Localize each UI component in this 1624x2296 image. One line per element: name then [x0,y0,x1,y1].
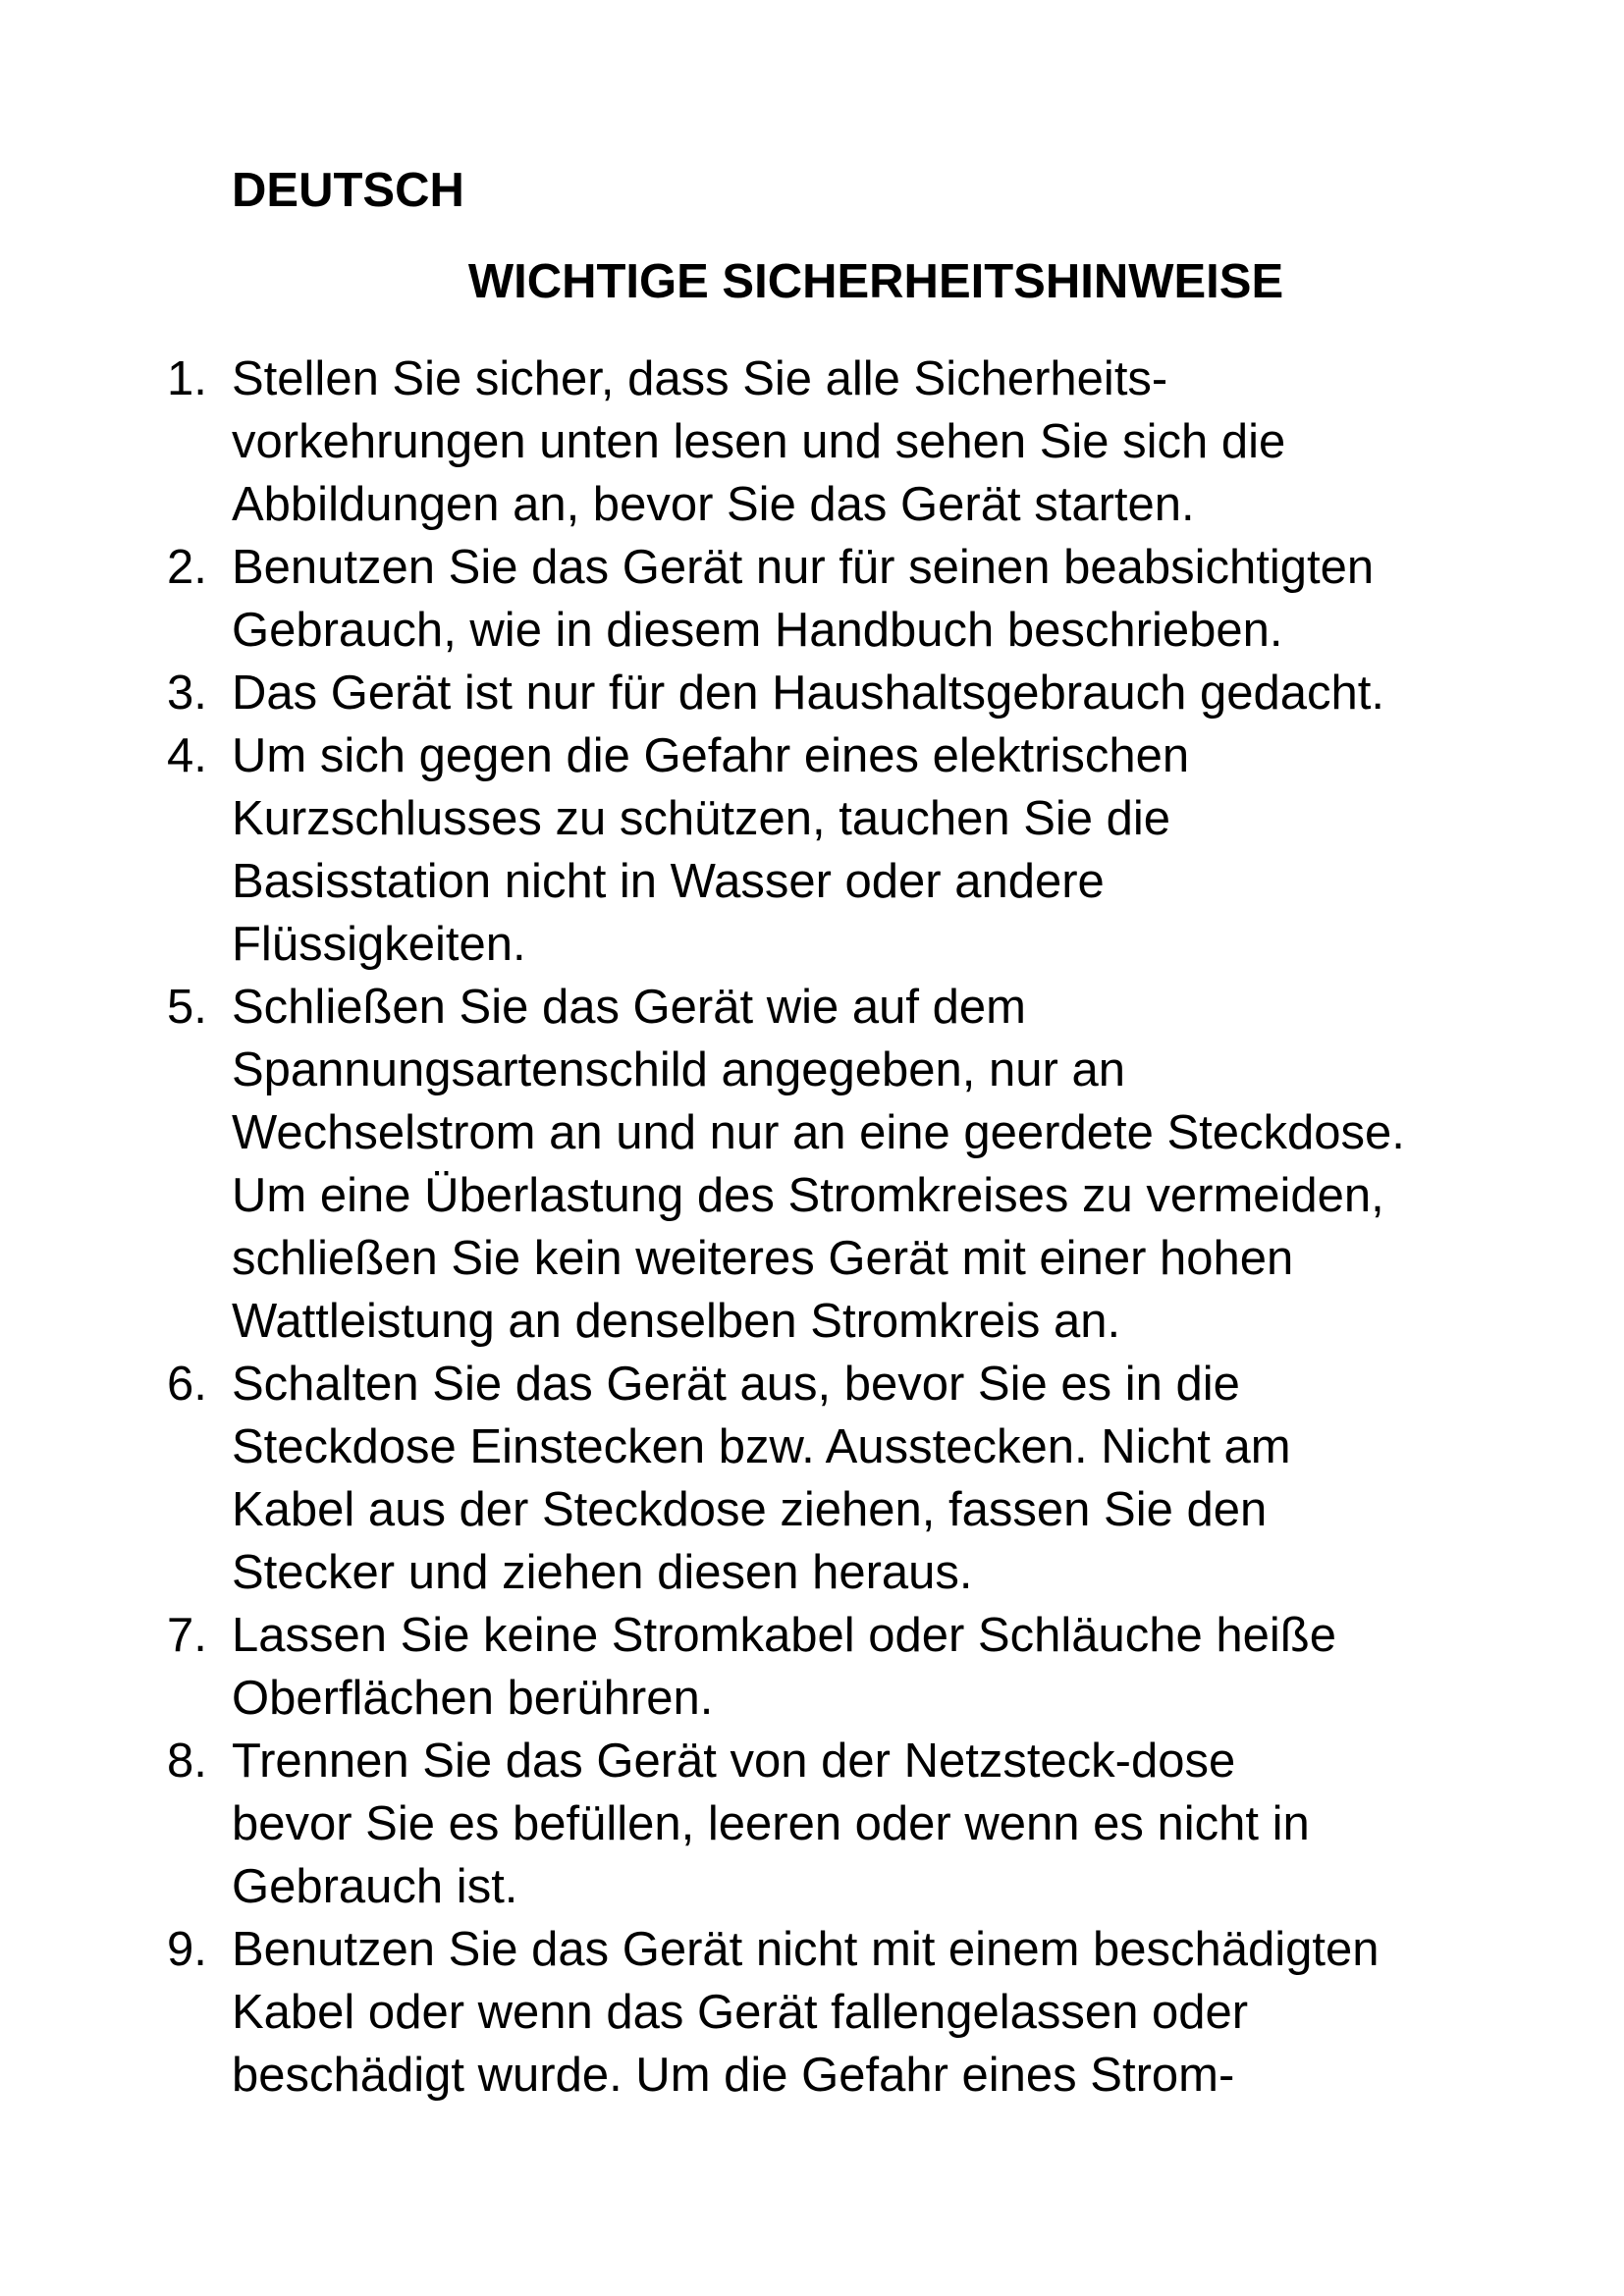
item-number: 3. [167,667,207,720]
item-text-line: Kurzschlusses zu schützen, tauchen Sie die [232,792,1171,845]
item-text-line: beschädigt wurde. Um die Gefahr eines Strom- [232,2049,1235,2102]
item-text-line: schließen Sie kein weiteres Gerät mit einer hohen [232,1232,1294,1285]
item-text-line: Stellen Sie sicher, dass Sie alle Sicherheits- [232,352,1168,405]
language-heading: DEUTSCH [232,164,464,217]
item-text-line: Spannungsartenschild angegeben, nur an [232,1043,1125,1096]
item-text-line: vorkehrungen unten lesen und sehen Sie sich die [232,415,1286,468]
item-text-line: Kabel aus der Steckdose ziehen, fassen Sie den [232,1483,1268,1536]
item-text-line: Kabel oder wenn das Gerät fallengelassen oder [232,1986,1249,2039]
item-text-line: Um sich gegen die Gefahr eines elektrischen [232,729,1190,782]
safety-instruction-item [0,724,1571,976]
safety-instruction-item [0,1604,1571,1730]
safety-instruction-item [0,976,1571,1353]
safety-instructions-list [0,347,1571,2107]
item-number: 4. [167,729,207,782]
safety-instruction-item [0,662,1571,724]
item-number: 9. [167,1923,207,1976]
item-text-line: Abbildungen an, bevor Sie das Gerät starten. [232,478,1195,531]
item-text-line: Das Gerät ist nur für den Haushaltsgebrauch gedacht. [232,667,1384,720]
item-text-line: Stecker und ziehen diesen heraus. [232,1546,973,1599]
item-text-line: Flüssigkeiten. [232,918,526,971]
item-text-line: Basisstation nicht in Wasser oder andere [232,855,1105,908]
safety-instruction-item [0,1730,1571,1918]
item-number: 1. [167,352,207,405]
item-text-line: Gebrauch ist. [232,1860,518,1913]
item-text-line: Schalten Sie das Gerät aus, bevor Sie es in die [232,1358,1240,1411]
safety-instruction-item [0,347,1571,536]
item-number: 6. [167,1358,207,1411]
item-text-line: Trennen Sie das Gerät von der Netzsteck-dose [232,1735,1236,1788]
item-text-line: bevor Sie es befüllen, leeren oder wenn es nicht in [232,1797,1310,1850]
item-text-line: Oberflächen berühren. [232,1672,714,1725]
safety-instruction-item [0,536,1571,662]
item-text-line: Steckdose Einstecken bzw. Ausstecken. Nicht am [232,1420,1291,1473]
item-text-line: Lassen Sie keine Stromkabel oder Schläuche heiße [232,1609,1336,1662]
item-number: 7. [167,1609,207,1662]
item-text-line: Schließen Sie das Gerät wie auf dem [232,981,1026,1034]
safety-instruction-item [0,1353,1571,1604]
item-text-line: Um eine Überlastung des Stromkreises zu vermeiden, [232,1169,1384,1222]
item-text-line: Gebrauch, wie in diesem Handbuch beschrieben. [232,604,1283,657]
page-title: WICHTIGE SICHERHEITSHINWEISE [467,255,1284,308]
item-text-line: Wattleistung an denselben Stromkreis an. [232,1295,1121,1348]
safety-instruction-item [0,1918,1571,2107]
item-number: 2. [167,541,207,594]
item-number: 5. [167,981,207,1034]
item-text-line: Wechselstrom an und nur an eine geerdete Steckdose. [232,1106,1405,1159]
item-text-line: Benutzen Sie das Gerät nur für seinen beabsichtigten [232,541,1375,594]
item-number: 8. [167,1735,207,1788]
item-text-line: Benutzen Sie das Gerät nicht mit einem beschädigten [232,1923,1380,1976]
